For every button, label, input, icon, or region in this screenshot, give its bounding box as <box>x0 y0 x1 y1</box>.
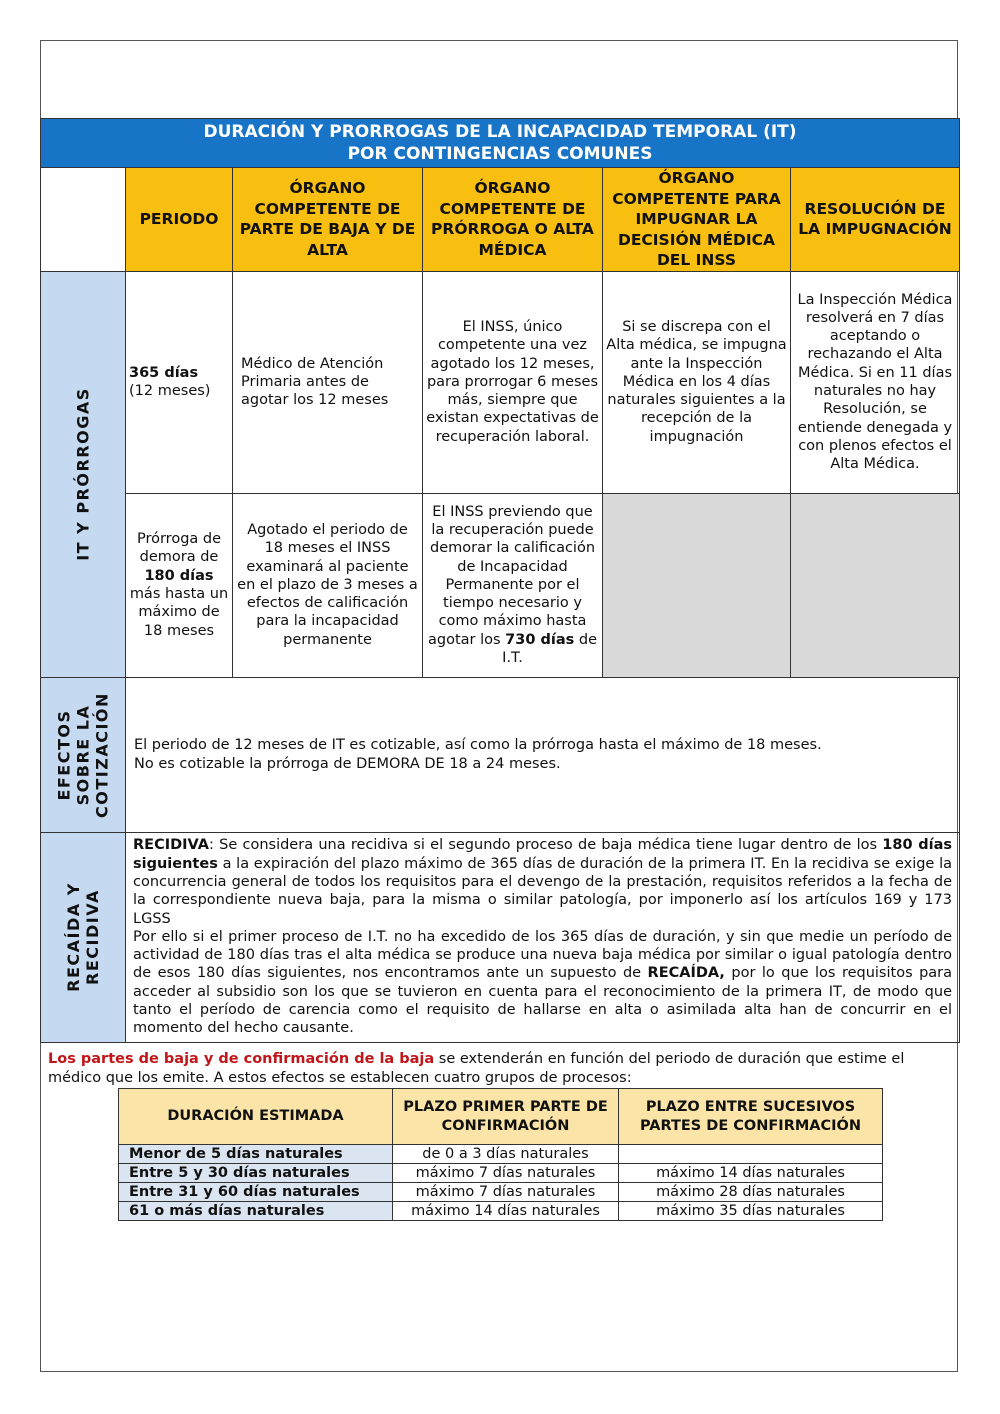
row1-periodo-bold: 365 días <box>129 364 199 381</box>
duration-row-first: máximo 7 días naturales <box>393 1183 619 1202</box>
header-resolucion: RESOLUCIÓN DE LA IMPUGNACIÓN <box>791 168 960 272</box>
recaida-p1-b: a la expiración del plazo máximo de 365 días de duración de la primera IT. En la recidiva se exige la concurrencia general de todos los requisitos para el devengo de la prestación, requisitos referidos a la fecha de la correspondiente nueva baja, para la misma o similar patología, por imponerlo así los artículos 169 y 173 LGSS <box>133 855 952 927</box>
recaida-p1-bold1: RECIDIVA <box>133 837 209 854</box>
duration-row-label: Menor de 5 días naturales <box>119 1145 393 1164</box>
header-blank <box>41 168 126 272</box>
duration-row-first: de 0 a 3 días naturales <box>393 1145 619 1164</box>
header-periodo: PERIODO <box>126 168 233 272</box>
title-line-1: DURACIÓN Y PRORROGAS DE LA INCAPACIDAD TEMPORAL (IT) <box>203 122 797 142</box>
efectos-line-2: No es cotizable la prórroga de DEMORA DE 18 a 24 meses. <box>134 755 561 772</box>
it-duration-table <box>40 118 960 1043</box>
recaida-p2-bold: RECAÍDA, <box>647 965 725 982</box>
duration-row-label: 61 o más días naturales <box>119 1202 393 1221</box>
duration-row-first: máximo 14 días naturales <box>393 1202 619 1221</box>
row2-prorroga-b: de I.T. <box>502 631 597 667</box>
header-organo-impugnar: ÓRGANO COMPETENTE PARA IMPUGNAR LA DECISIÓN MÉDICA DEL INSS <box>603 168 791 272</box>
row2-impugnar-empty <box>603 493 791 677</box>
section-efectos <box>41 677 126 832</box>
partes-paragraph-rest: se extenderán en función del periodo de duración que estime el médico que los emite. A estos efectos se establecen cuatro grupos de procesos: <box>48 1051 905 1086</box>
duration-row-label: Entre 5 y 30 días naturales <box>119 1164 393 1183</box>
row2-resolucion-empty <box>791 493 960 677</box>
duration-table <box>118 1088 883 1221</box>
recaida-p2-a: Por ello si el primer proceso de I.T. no ha excedido de los 365 días de duración, y sin que medie un período de actividad de 180 días tras el alta médica se produce una nueva baja médica por similar o igual patología dentro de esos 180 días siguientes, nos encontramos ante un supuesto de <box>133 928 952 982</box>
duration-row-successive: máximo 28 días naturales <box>619 1183 883 1202</box>
duration-row-successive: máximo 14 días naturales <box>619 1164 883 1183</box>
row1-parte: Médico de Atención Primaria antes de agotar los 12 meses <box>233 271 423 493</box>
partes-paragraph-highlight: Los partes de baja y de confirmación de la baja <box>48 1051 435 1067</box>
recaida-p1-a: : Se considera una recidiva si el segundo proceso de baja médica tiene lugar dentro de los <box>209 837 878 854</box>
row1-resolucion: La Inspección Médica resolverá en 7 días aceptando o rechazando el Alta Médica. Si en 11 días naturales no hay Resolución, se entiende denegada y con plenos efectos el Alta Médica. <box>791 271 960 493</box>
duration-row-successive: máximo 35 días naturales <box>619 1202 883 1221</box>
row1-impugnar: Si se discrepa con el Alta médica, se impugna ante la Inspección Médica en los 4 días naturales siguientes a la recepción de la impugnación <box>603 271 791 493</box>
duration-row-successive <box>619 1145 883 1164</box>
row2-periodo-b: más hasta un máximo de 18 meses <box>129 586 229 639</box>
section-label-efectos: EFECTOS SOBRE LA COTIZACIÓN <box>54 691 112 818</box>
row2-periodo-bold: 180 días <box>144 567 214 584</box>
recaida-text <box>126 832 960 1042</box>
recaida-p2-b: por lo que los requisitos para acceder al subsidio son los que se tuvieron en cuenta para el reconocimiento de la primera IT, de modo que tanto el período de carencia como el requisito de hallarse en alta o asimilada alta han de concurrir en el momento del hecho causante. <box>133 965 953 1037</box>
title-line-2: POR CONTINGENCIAS COMUNES <box>347 144 653 164</box>
table-row <box>119 1145 883 1164</box>
table-row <box>119 1164 883 1183</box>
table-title <box>41 119 960 168</box>
partes-paragraph <box>48 1050 953 1087</box>
row1-prorroga: El INSS, único competente una vez agotado los 12 meses, para prorrogar 6 meses más, siempre que existan expectativas de recuperación laboral. <box>423 271 603 493</box>
row2-prorroga-a: El INSS previendo que la recuperación puede demorar la calificación de Incapacidad Permanente por el tiempo necesario y como máximo hasta agotar los <box>428 503 596 648</box>
duration-row-label: Entre 31 y 60 días naturales <box>119 1183 393 1202</box>
row1-periodo-rest: (12 meses) <box>129 383 211 399</box>
header-organo-parte: ÓRGANO COMPETENTE DE PARTE DE BAJA Y DE ALTA <box>233 168 423 272</box>
duration-header-1: PLAZO PRIMER PARTE DE CONFIRMACIÓN <box>393 1089 619 1145</box>
row2-prorroga <box>423 493 603 677</box>
efectos-text <box>126 677 960 832</box>
section-it-prorrogas <box>41 271 126 677</box>
row2-periodo <box>126 493 233 677</box>
row1-periodo <box>126 271 233 493</box>
section-label-it: IT Y PRÓRROGAS <box>73 387 93 561</box>
row2-parte: Agotado el periodo de 18 meses el INSS examinará al paciente en el plazo de 3 meses a efectos de calificación para la incapacidad permanente <box>233 493 423 677</box>
row2-periodo-a: Prórroga de demora de <box>136 531 222 566</box>
section-recaida <box>41 832 126 1042</box>
table-row <box>119 1183 883 1202</box>
header-organo-prorroga: ÓRGANO COMPETENTE DE PRÓRROGA O ALTA MÉDICA <box>423 168 603 272</box>
recaida-p1-bold2: 180 días siguientes <box>133 837 953 872</box>
row2-prorroga-bold: 730 días <box>505 631 575 648</box>
efectos-line-1: El periodo de 12 meses de IT es cotizable, así como la prórroga hasta el máximo de 18 meses. <box>134 737 822 754</box>
section-label-recaida: RECAÍDA Y RECIDIVA <box>64 882 102 992</box>
duration-header-2: PLAZO ENTRE SUCESIVOS PARTES DE CONFIRMACIÓN <box>619 1089 883 1145</box>
duration-header-0: DURACIÓN ESTIMADA <box>119 1089 393 1145</box>
table-row <box>119 1202 883 1221</box>
duration-row-first: máximo 7 días naturales <box>393 1164 619 1183</box>
